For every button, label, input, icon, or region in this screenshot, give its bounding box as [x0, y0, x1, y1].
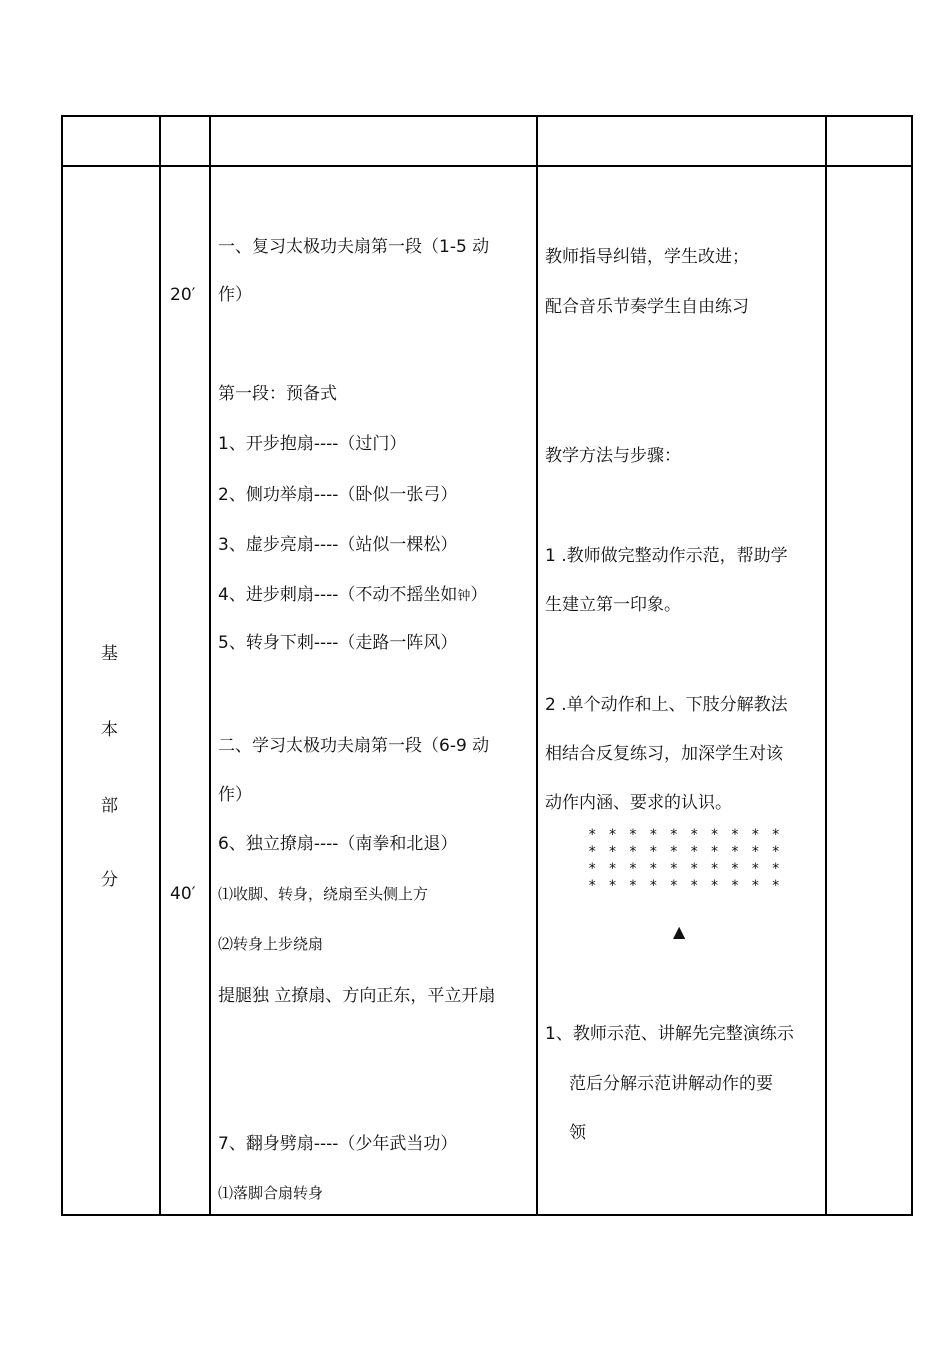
section-label-char: 分	[101, 870, 118, 890]
method-step3-line1: 1、教师示范、讲解先完整演练示	[545, 1024, 794, 1044]
section-label-char: 基	[101, 644, 118, 664]
student-star: *	[689, 827, 699, 843]
student-star: *	[751, 878, 760, 894]
method-step2-line1: 2 .单个动作和上、下肢分解教法	[545, 695, 788, 715]
move-4	[218, 584, 487, 608]
student-star: *	[771, 844, 780, 860]
review-title-line2: 作）	[218, 285, 252, 305]
student-star: *	[689, 878, 699, 894]
move-6: 6、独立撩扇----（南拳和北退）	[218, 834, 458, 854]
student-star: *	[669, 827, 678, 843]
student-star: *	[628, 878, 638, 894]
student-star: *	[669, 861, 678, 877]
student-star: *	[751, 861, 760, 877]
formation-row	[588, 879, 780, 893]
move-6-step-a: ⑴收脚、转身，绕扇至头侧上方	[218, 885, 429, 903]
student-star: *	[588, 861, 597, 877]
student-star: *	[730, 878, 740, 894]
method-step3-line2: 范后分解示范讲解动作的要	[569, 1074, 773, 1094]
student-star: *	[710, 844, 719, 860]
student-star: *	[608, 878, 617, 894]
move-4-tail: 钟	[457, 589, 471, 604]
move-6-step-c: 提腿独 立撩扇、方向正东，平立开扇	[218, 986, 496, 1006]
student-star: *	[710, 878, 719, 894]
table-divider-1	[159, 115, 161, 1216]
student-star: *	[628, 827, 638, 843]
formation-row	[588, 828, 780, 842]
student-star: *	[588, 878, 597, 894]
table-divider-2	[209, 115, 211, 1216]
student-star: *	[710, 861, 719, 877]
learn-title-line2: 作）	[218, 785, 252, 805]
student-star: *	[588, 844, 597, 860]
table-divider-3	[536, 115, 538, 1216]
method-2: 配合音乐节奏学生自由练习	[545, 297, 749, 317]
table-divider-4	[825, 115, 827, 1216]
student-star: *	[608, 844, 617, 860]
table-border-bottom	[61, 1214, 913, 1216]
student-star: *	[771, 861, 780, 877]
student-star: *	[649, 827, 658, 843]
student-star: *	[608, 861, 617, 877]
move-3: 3、虚步亮扇----（站似一棵松）	[218, 535, 458, 555]
table-border-top	[61, 115, 913, 117]
time-20: 20′	[170, 285, 196, 305]
table-border-left	[61, 115, 63, 1216]
student-star: *	[710, 827, 719, 843]
move-5: 5、转身下刺----（走路一阵风）	[218, 633, 458, 653]
student-star: *	[649, 878, 658, 894]
student-star: *	[608, 827, 617, 843]
learn-title-line1: 二、学习太极功夫扇第一段（6-9 动	[218, 736, 490, 756]
student-star: *	[628, 844, 638, 860]
table-header-row-bottom	[61, 165, 913, 167]
method-step3-line3: 领	[569, 1123, 586, 1143]
section-label-char: 本	[101, 720, 118, 740]
formation-row	[588, 862, 780, 876]
student-star: *	[669, 844, 678, 860]
move-4-text: 4、进步刺扇----（不动不摇坐如	[218, 585, 458, 605]
student-star: *	[628, 861, 638, 877]
method-step1-line2: 生建立第一印象。	[545, 595, 681, 615]
student-star: *	[730, 861, 740, 877]
formation-row	[588, 845, 780, 859]
move-7: 7、翻身劈扇----（少年武当功）	[218, 1134, 458, 1154]
section-label-char: 部	[101, 796, 118, 816]
student-star: *	[689, 844, 699, 860]
student-star: *	[669, 878, 678, 894]
method-heading: 教学方法与步骤：	[545, 446, 681, 466]
time-40: 40′	[170, 884, 196, 904]
review-title-line1: 一、复习太极功夫扇第一段（1-5 动	[218, 237, 490, 257]
move-1: 1、开步抱扇----（过门）	[218, 434, 407, 454]
student-star: *	[649, 861, 658, 877]
lesson-plan-table	[61, 115, 913, 1216]
method-step2-line2: 相结合反复练习，加深学生对该	[545, 744, 783, 764]
move-7-step-a: ⑴落脚合扇转身	[218, 1184, 324, 1202]
student-star: *	[588, 827, 597, 843]
move-6-step-b: ⑵转身上步绕扇	[218, 935, 324, 953]
method-step2-line3: 动作内涵、要求的认识。	[545, 793, 732, 813]
student-star: *	[771, 827, 780, 843]
method-step1-line1: 1 .教师做完整动作示范，帮助学	[545, 546, 788, 566]
student-star: *	[730, 844, 740, 860]
method-1: 教师指导纠错，学生改进；	[545, 247, 749, 267]
table-border-right	[911, 115, 913, 1216]
move-4-end: ）	[470, 585, 488, 605]
student-star: *	[771, 878, 780, 894]
stage-title: 第一段：预备式	[218, 384, 337, 404]
student-star: *	[730, 827, 740, 843]
student-star: *	[751, 844, 760, 860]
move-2: 2、侧功举扇----（卧似一张弓）	[218, 485, 458, 505]
student-star: *	[689, 861, 699, 877]
student-star: *	[751, 827, 760, 843]
teacher-position-marker: ▲	[673, 922, 686, 941]
student-star: *	[649, 844, 658, 860]
